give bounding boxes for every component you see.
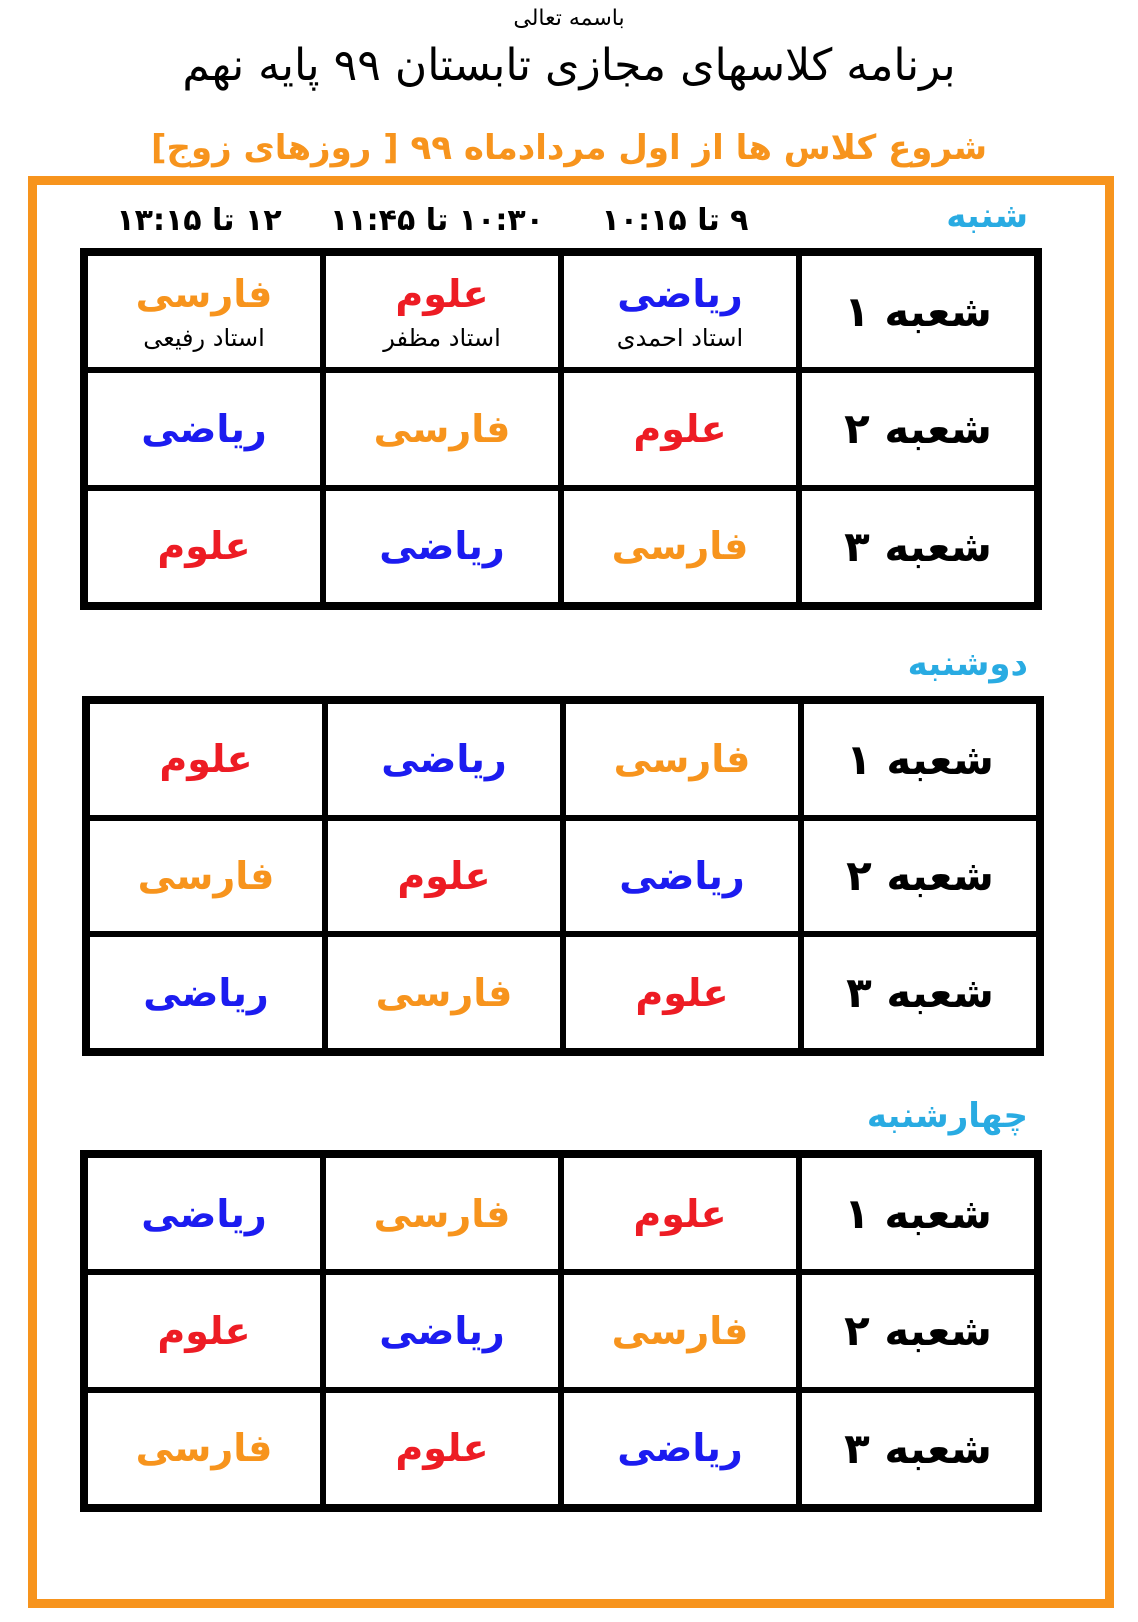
subject-label: علوم: [633, 1191, 727, 1236]
subject-label: فارسی: [135, 271, 273, 316]
table-cell-slot2: [325, 818, 563, 935]
table-cell-slot1: [561, 1390, 799, 1507]
subject-label: فارسی: [135, 1426, 273, 1471]
section-cell: [799, 1390, 1037, 1507]
subject-label: ریاضی: [141, 406, 267, 451]
section-label: شعبه ۲: [844, 1306, 992, 1356]
table-cell-slot2: [323, 1390, 561, 1507]
section-cell: [799, 488, 1037, 605]
table-cell-slot1: [561, 370, 799, 487]
section-label: شعبه ۲: [844, 404, 992, 454]
section-label: شعبه ۱: [844, 1189, 992, 1239]
teacher-label: استاد رفیعی: [143, 323, 265, 352]
schedule-table-wednesday: [80, 1150, 1042, 1512]
subject-label: ریاضی: [617, 271, 743, 316]
schedule-table-saturday: [80, 248, 1042, 610]
table-cell-slot2: [325, 934, 563, 1051]
table-cell-slot3: [87, 818, 325, 935]
subject-label: علوم: [157, 1308, 251, 1353]
section-label: شعبه ۱: [844, 287, 992, 337]
section-cell: [799, 370, 1037, 487]
table-cell-slot1: [563, 934, 801, 1051]
table-cell-slot2: [323, 488, 561, 605]
subject-label: ریاضی: [379, 524, 505, 569]
table-cell-slot3: [85, 1272, 323, 1389]
page-title: برنامه کلاسهای مجازی تابستان ۹۹ پایه نهم: [182, 40, 956, 91]
subject-label: ریاضی: [143, 970, 269, 1015]
subject-label: ریاضی: [141, 1191, 267, 1236]
subject-label: فارسی: [137, 853, 275, 898]
section-label: شعبه ۳: [844, 521, 992, 571]
teacher-label: استاد مظفر: [383, 323, 501, 352]
time-slot-2: ۱۰:۳۰ تا ۱۱:۴۵: [330, 203, 544, 238]
table-cell-slot1: [563, 818, 801, 935]
table-cell-slot1: [561, 1272, 799, 1389]
table-cell-slot2: [325, 701, 563, 818]
table-cell-slot2: [323, 253, 561, 370]
table-cell-slot3: [85, 1155, 323, 1272]
subject-label: ریاضی: [619, 853, 745, 898]
table-cell-slot3: [87, 934, 325, 1051]
table-cell-slot1: [563, 701, 801, 818]
table-cell-slot3: [85, 370, 323, 487]
subject-label: علوم: [397, 853, 491, 898]
section-cell: [801, 701, 1039, 818]
section-cell: [801, 934, 1039, 1051]
table-cell-slot2: [323, 1272, 561, 1389]
schedule-table-monday: [82, 696, 1044, 1056]
subject-label: فارسی: [611, 1308, 749, 1353]
subject-label: فارسی: [373, 1191, 511, 1236]
table-cell-slot2: [323, 370, 561, 487]
subject-label: فارسی: [375, 970, 513, 1015]
subject-label: علوم: [395, 271, 489, 316]
day-label-monday: دوشنبه: [907, 644, 1028, 684]
table-cell-slot1: [561, 253, 799, 370]
section-label: شعبه ۳: [846, 968, 994, 1018]
subject-label: علوم: [395, 1426, 489, 1471]
section-label: شعبه ۳: [844, 1423, 992, 1473]
subject-label: فارسی: [373, 406, 511, 451]
table-cell-slot1: [561, 1155, 799, 1272]
table-cell-slot1: [561, 488, 799, 605]
table-cell-slot3: [85, 488, 323, 605]
table-cell-slot3: [85, 253, 323, 370]
section-cell: [801, 818, 1039, 935]
teacher-label: استاد احمدی: [616, 323, 744, 352]
day-label-saturday: شنبه: [946, 196, 1028, 236]
day-label-wednesday: چهارشنبه: [866, 1096, 1028, 1136]
section-cell: [799, 1155, 1037, 1272]
section-label: شعبه ۲: [846, 851, 994, 901]
section-cell: [799, 253, 1037, 370]
table-cell-slot3: [85, 1390, 323, 1507]
subject-label: ریاضی: [617, 1426, 743, 1471]
subject-label: ریاضی: [379, 1308, 505, 1353]
subject-label: فارسی: [611, 524, 749, 569]
subject-label: علوم: [635, 970, 729, 1015]
time-slot-1: ۹ تا ۱۰:۱۵: [601, 203, 749, 238]
subject-label: فارسی: [613, 737, 751, 782]
section-cell: [799, 1272, 1037, 1389]
time-slot-3: ۱۲ تا ۱۳:۱۵: [116, 203, 282, 238]
subject-label: ریاضی: [381, 737, 507, 782]
page-subtitle: شروع کلاس ها از اول مردادماه ۹۹ [ روزهای زوج]: [150, 128, 988, 168]
subject-label: علوم: [157, 524, 251, 569]
table-cell-slot2: [323, 1155, 561, 1272]
table-cell-slot3: [87, 701, 325, 818]
subject-label: علوم: [159, 737, 253, 782]
section-label: شعبه ۱: [846, 734, 994, 784]
bismillah-heading: باسمه تعالی: [513, 6, 625, 31]
subject-label: علوم: [633, 406, 727, 451]
